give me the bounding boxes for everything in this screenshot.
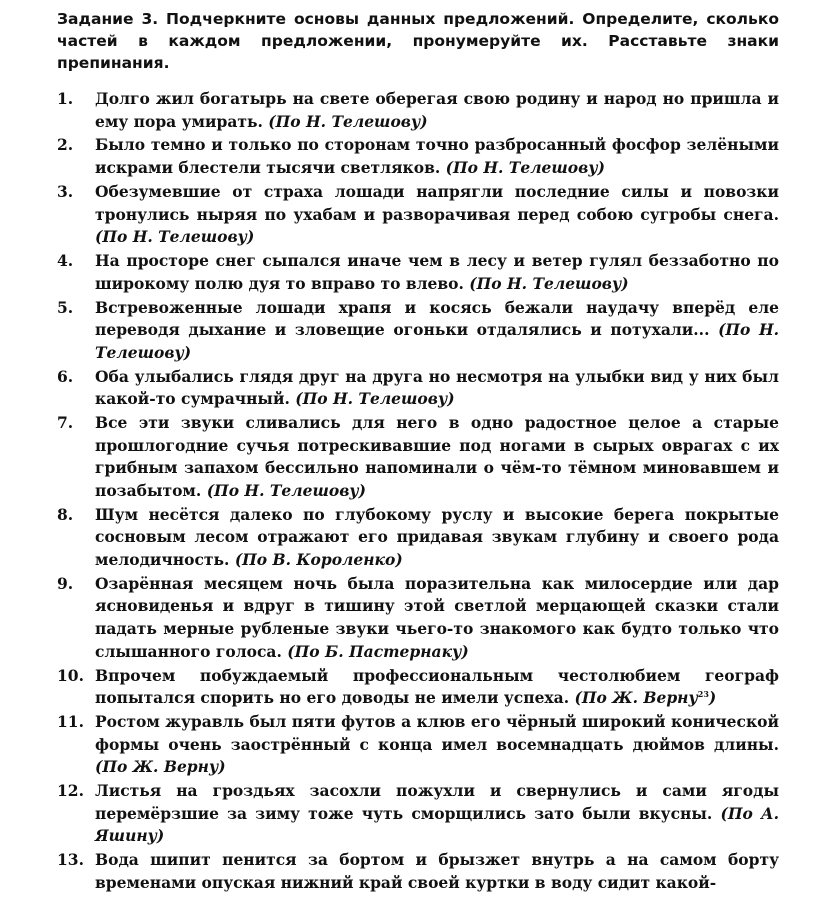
sentence-text: Оба улыбались глядя друг на друга но несмотря на улыбки вид у них был какой-то сумрачный. (95, 366, 779, 409)
item-number: 6. (57, 366, 74, 386)
list-item (57, 504, 779, 572)
sentence-source: (По Ж. Верну) (95, 757, 226, 777)
sentence-text: Все эти звуки сливались для него в одно радостное целое а старые прошлогодние сучья потрескивавшие под ногами в сырых оврагах с их грибным запахом бессильно напоминали о чём-то тёмном миновавшем и позабытом. (95, 413, 779, 500)
item-text-wrap (95, 504, 779, 572)
item-text-wrap (95, 366, 779, 411)
sentence-text: Вода шипит пенится за бортом и брызжет внутрь а на самом борту временами опуская нижний край своей куртки в воду сидит какой- (95, 850, 779, 892)
footnote-marker: 23 (697, 688, 709, 699)
sentence-source: (По Н. Телешову) (95, 320, 779, 362)
sentence-source: (По Н. Телешову) (445, 158, 605, 178)
sentence-source: (По Н. Телешову) (469, 273, 629, 293)
sentence-source: (По В. Короленко) (234, 549, 403, 569)
sentence-source: (По Н. Телешову) (268, 111, 428, 131)
list-item (57, 412, 779, 502)
item-number: 1. (57, 89, 74, 108)
sentence-list (57, 88, 779, 894)
item-text-wrap (95, 297, 779, 365)
list-item (57, 366, 779, 411)
sentence-text: На просторе снег сыпался иначе чем в лесу и ветер гулял беззаботно по широкому полю дуя то вправо то влево. (95, 251, 779, 293)
item-number: 8. (57, 504, 74, 524)
item-number: 5. (57, 297, 74, 317)
item-text-wrap (95, 711, 779, 779)
list-item (57, 780, 779, 848)
list-item (57, 849, 779, 894)
sentence-source: (По Б. Пастернаку) (287, 641, 469, 661)
sentence-text: Листья на гроздьях засохли пожухли и свернулись и сами ягоды перемёрзшие за зиму тоже чуть сморщились зато были вкусны. (95, 781, 779, 823)
sentence-source (575, 688, 717, 707)
document-page (57, 8, 779, 896)
item-number: 13. (57, 850, 84, 870)
list-item (57, 711, 779, 779)
task-header: Задание 3. Подчеркните основы данных предложений. Определите, сколько частей в каждом предложении, пронумеруйте их. Расставьте знаки препинания. (57, 10, 779, 72)
sentence-text: Обезумевшие от страха лошади напрягли последние силы и повозки тронулись ныряя по ухабам и разворачивая перед собою сугробы снега. (95, 181, 779, 224)
item-text-wrap (95, 88, 779, 133)
item-number: 12. (57, 781, 84, 801)
sentence-text: Шум несётся далеко по глубокому руслу и высокие берега покрытые сосновым лесом отражают его придавая звукам глубину и своего рода мелодичность. (95, 504, 779, 569)
sentence-source: (По Н. Телешову) (295, 389, 455, 409)
list-item (57, 88, 779, 133)
item-number: 10. (57, 665, 84, 685)
item-text-wrap (95, 780, 779, 848)
list-item (57, 297, 779, 365)
list-item (57, 665, 779, 710)
item-number: 2. (57, 135, 74, 155)
item-number: 9. (57, 573, 74, 593)
sentence-text: Встревоженные лошади храпя и косясь бежали наудачу вперёд еле переводя дыхание и зловещие огоньки отдалялись и потухали... (95, 297, 779, 340)
item-number: 4. (57, 251, 74, 271)
sentence-source: (По А. Яшину) (95, 803, 779, 846)
item-number: 3. (57, 181, 74, 201)
item-text-wrap (95, 573, 779, 663)
source-close: ) (708, 688, 717, 708)
item-text-wrap (95, 665, 779, 710)
source-author: (По Ж. Верну (574, 688, 698, 708)
sentence-text: Впрочем побуждаемый профессиональным честолюбием географ попытался спорить но его доводы не имели успеха. (95, 665, 779, 708)
item-text-wrap (95, 134, 779, 179)
sentence-text: Ростом журавль был пяти футов а клюв его чёрный широкий конической формы очень заострённый с конца имел восемнадцать дюймов длины. (95, 712, 779, 754)
list-item (57, 573, 779, 663)
item-text-wrap (95, 849, 779, 894)
sentence-text: Озарённая месяцем ночь была поразительна как милосердие или дар ясновиденья и вдруг в тишину этой светлой мерцающей сказки стали падать мерные рубленые звуки чьего-то знакомого как будто только что слышанного голоса. (95, 573, 779, 661)
sentence-source: (По Н. Телешову) (95, 227, 255, 247)
list-item (57, 181, 779, 249)
item-text-wrap (95, 412, 779, 502)
sentence-text: Было темно и только по сторонам точно разбросанный фосфор зелёными искрами блестели тысячи светляков. (95, 135, 779, 178)
item-text-wrap (95, 181, 779, 249)
sentence-text: Долго жил богатырь на свете оберегая свою родину и народ но пришла и ему пора умирать. (95, 89, 779, 131)
list-item (57, 250, 779, 295)
item-text-wrap (95, 250, 779, 295)
item-number: 11. (57, 712, 84, 731)
item-number: 7. (57, 413, 74, 433)
list-item (57, 134, 779, 179)
sentence-source: (По Н. Телешову) (206, 480, 366, 500)
